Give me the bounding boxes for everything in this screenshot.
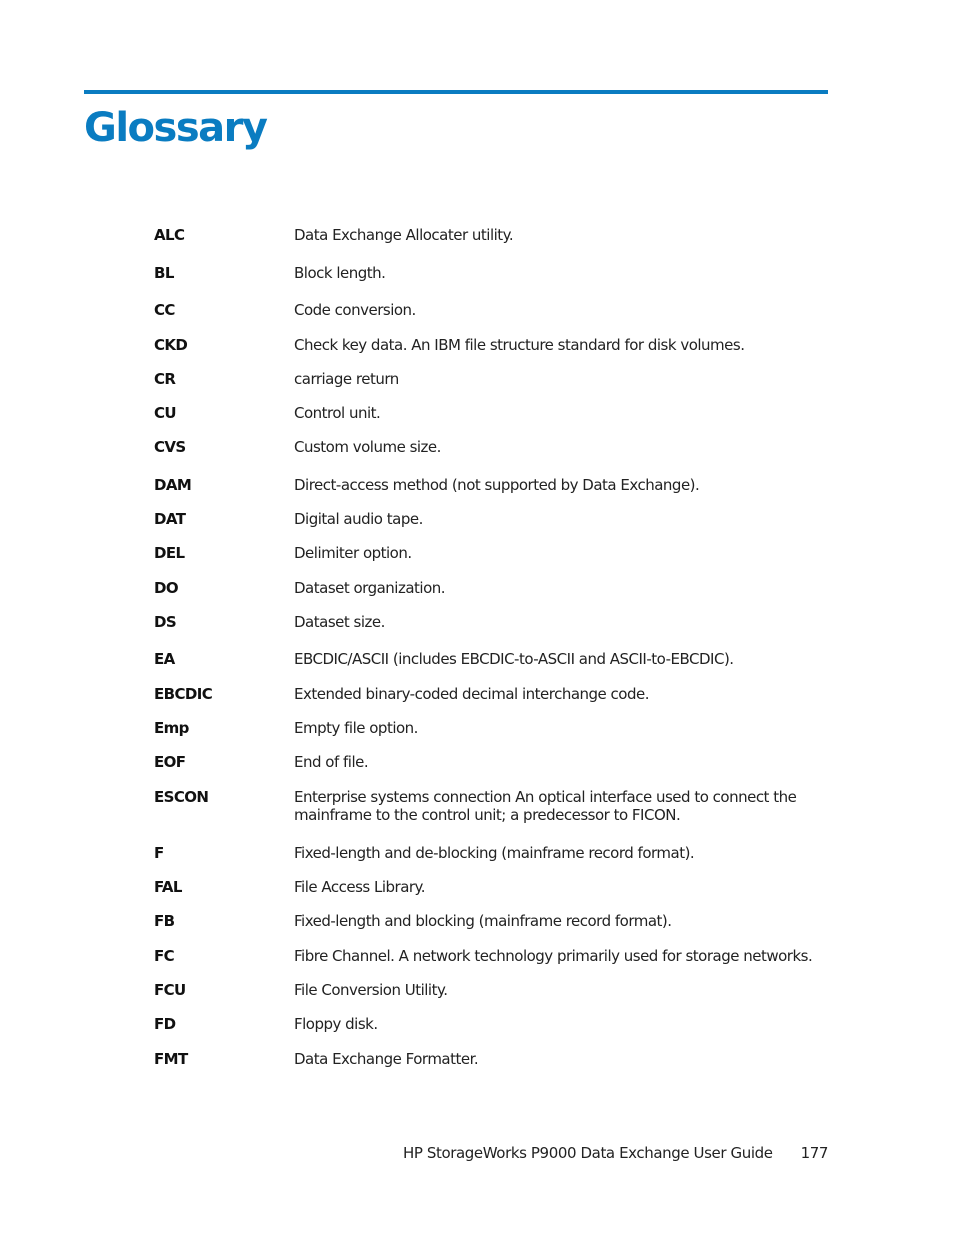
glossary-term: BL — [154, 264, 174, 282]
glossary-term: DEL — [154, 544, 185, 562]
glossary-term: DS — [154, 613, 177, 631]
glossary-term: EA — [154, 650, 175, 668]
glossary-term: FAL — [154, 878, 182, 896]
glossary-definition: Data Exchange Formatter. — [294, 1050, 479, 1068]
glossary-term: ESCON — [154, 788, 209, 806]
glossary-definition: Fixed-length and de-blocking (mainframe record format). — [294, 844, 695, 862]
glossary-term: CU — [154, 404, 176, 422]
glossary-term: CVS — [154, 438, 186, 456]
glossary-definition: Dataset size. — [294, 613, 385, 631]
title-rule — [84, 90, 828, 94]
glossary-term: FD — [154, 1015, 176, 1033]
glossary-term: CR — [154, 370, 176, 388]
glossary-term: FC — [154, 947, 175, 965]
glossary-definition: Data Exchange Allocater utility. — [294, 226, 514, 244]
glossary-definition: Check key data. An IBM file structure standard for disk volumes. — [294, 336, 745, 354]
glossary-definition: Enterprise systems connection An optical interface used to connect the mainframe to the control unit; a predecessor to FICON. — [294, 788, 797, 824]
glossary-term: Emp — [154, 719, 189, 737]
glossary-definition: Direct-access method (not supported by Data Exchange). — [294, 476, 700, 494]
glossary-definition: File Access Library. — [294, 878, 426, 896]
glossary-definition: Fibre Channel. A network technology primarily used for storage networks. — [294, 947, 813, 965]
glossary-definition: Extended binary-coded decimal interchange code. — [294, 685, 649, 703]
glossary-definition: Block length. — [294, 264, 386, 282]
glossary-term: FMT — [154, 1050, 188, 1068]
glossary-definition: Delimiter option. — [294, 544, 412, 562]
glossary-term: ALC — [154, 226, 185, 244]
glossary-definition: Fixed-length and blocking (mainframe record format). — [294, 912, 672, 930]
glossary-term: CC — [154, 301, 175, 319]
glossary-term: FB — [154, 912, 175, 930]
glossary-definition: Floppy disk. — [294, 1015, 378, 1033]
glossary-definition: Custom volume size. — [294, 438, 441, 456]
glossary-definition: Digital audio tape. — [294, 510, 423, 528]
glossary-term: DAT — [154, 510, 186, 528]
page-footer — [0, 1143, 828, 1163]
glossary-term: DAM — [154, 476, 192, 494]
glossary-definition: Code conversion. — [294, 301, 416, 319]
glossary-definition: Empty file option. — [294, 719, 418, 737]
glossary-term: DO — [154, 579, 179, 597]
glossary-definition: Control unit. — [294, 404, 381, 422]
glossary-term: EOF — [154, 753, 186, 771]
page-number: 177 — [800, 1144, 828, 1162]
glossary-definition: File Conversion Utility. — [294, 981, 448, 999]
glossary-term: FCU — [154, 981, 186, 999]
glossary-term: EBCDIC — [154, 685, 213, 703]
glossary-definition: End of file. — [294, 753, 369, 771]
glossary-definition: EBCDIC/ASCII (includes EBCDIC-to-ASCII and ASCII-to-EBCDIC). — [294, 650, 734, 668]
glossary-definition: Dataset organization. — [294, 579, 446, 597]
page-title: Glossary — [84, 105, 267, 151]
glossary-definition: carriage return — [294, 370, 399, 388]
glossary-term: CKD — [154, 336, 188, 354]
footer-guide-title: HP StorageWorks P9000 Data Exchange User Guide — [402, 1144, 773, 1162]
glossary-term: F — [154, 844, 164, 862]
